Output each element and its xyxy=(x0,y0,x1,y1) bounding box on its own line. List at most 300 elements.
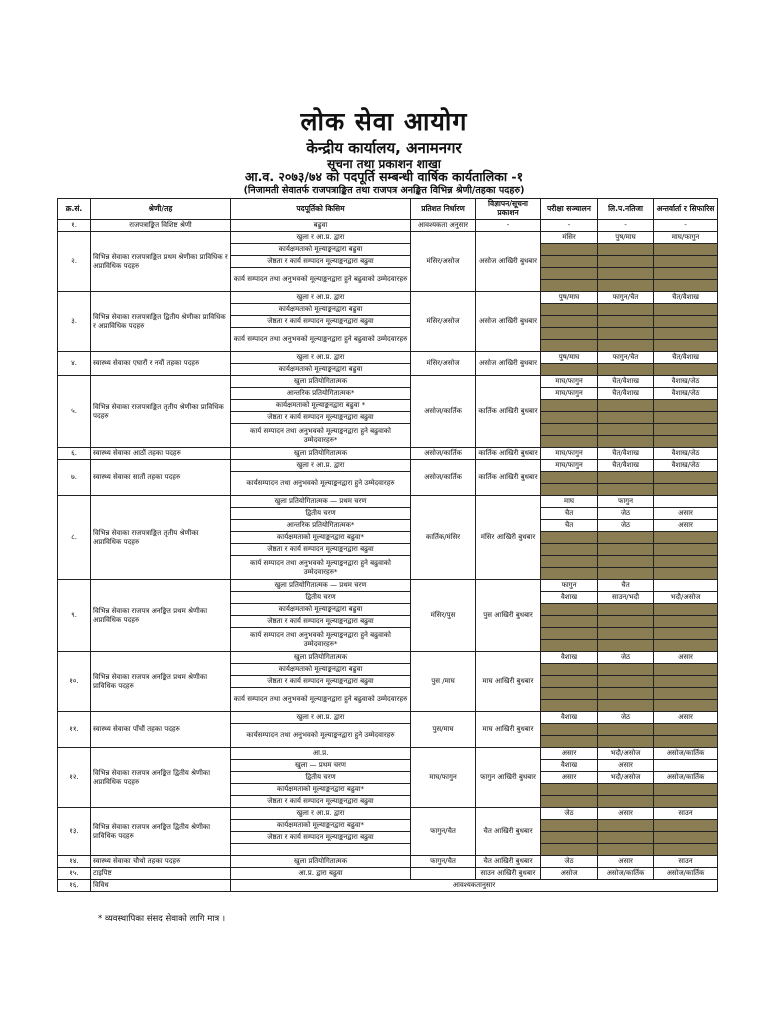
cell-level: विभिन्न सेवाका राजपत्र अनङ्कित द्वितीय श्रेणीका अप्राविधिक पदहरु xyxy=(91,748,231,808)
cell-written: पुष/माघ xyxy=(598,232,654,244)
shaded-cell xyxy=(598,736,654,748)
cell-sn: १२. xyxy=(58,748,91,808)
cell-level: विभिन्न सेवाका राजपत्राङ्कित तृतीय श्रेणीका अप्राविधिक पदहरु xyxy=(91,496,231,580)
cell-interview: असार xyxy=(654,508,718,520)
cell-notice: माघ आखिरी बुधबार xyxy=(476,712,541,748)
shaded-cell xyxy=(541,640,598,652)
cell-percent: फागुन/चैत xyxy=(411,856,476,868)
cell-written: असोज/कार्तिक xyxy=(598,868,654,880)
cell-sn: ४. xyxy=(58,352,91,376)
cell-written: भदौ/असोज xyxy=(598,748,654,760)
shaded-cell xyxy=(654,256,718,268)
cell-interview: असार xyxy=(654,520,718,532)
cell-type: कार्य सम्पादन तथा अनुभवको मूल्याङ्कनद्वारा हुने बढुवाको उम्मेदवारहरु xyxy=(231,328,411,352)
cell-exam: माघ xyxy=(541,496,598,508)
cell-exam: माघ/फागुन xyxy=(541,388,598,400)
cell-level: टाइपिष्ट xyxy=(91,868,231,880)
col-type: पदपूर्तिको किसिम xyxy=(231,199,411,220)
shaded-cell xyxy=(598,604,654,616)
shaded-cell xyxy=(541,736,598,748)
cell-interview: असोज/कार्तिक xyxy=(654,772,718,784)
shaded-cell xyxy=(598,268,654,280)
shaded-cell xyxy=(598,676,654,688)
shaded-cell xyxy=(654,628,718,640)
cell-written: - xyxy=(598,220,654,232)
cell-type: जेष्ठता र कार्य सम्पादन मूल्याङ्कनद्वारा बढुवा xyxy=(231,412,411,424)
shaded-cell xyxy=(541,616,598,628)
cell-level: विभिन्न सेवाका राजपत्र अनङ्कित प्रथम श्रेणीका अप्राविधिक पदहरु xyxy=(91,580,231,652)
cell-percent: पुस /माघ xyxy=(411,652,476,712)
col-level: श्रेणी/तह xyxy=(91,199,231,220)
cell-type: खुला र आ.प्र. द्वारा xyxy=(231,460,411,472)
table-row xyxy=(58,352,718,364)
cell-written: जेठ xyxy=(598,712,654,724)
shaded-cell xyxy=(541,412,598,424)
shaded-cell xyxy=(541,532,598,544)
cell-type: आ.प्र. xyxy=(231,748,411,760)
table-row xyxy=(58,496,718,508)
cell-sn: १६. xyxy=(58,880,91,892)
shaded-cell xyxy=(598,568,654,580)
shaded-cell xyxy=(654,832,718,844)
cell-level: विभिन्न सेवाका राजपत्र अनङ्कित द्वितीय श्रेणीका प्राविधिक पदहरु xyxy=(91,808,231,856)
shaded-cell xyxy=(654,280,718,292)
shaded-cell xyxy=(654,400,718,412)
shaded-cell xyxy=(541,472,598,484)
cell-level: विविध xyxy=(91,880,231,892)
cell-notice: मंसिर आखिरी बुधबार xyxy=(476,496,541,580)
shaded-cell xyxy=(598,328,654,340)
cell-notice: साउन आखिरी बुधबार xyxy=(476,868,541,880)
cell-percent: कार्तिक/मंसिर xyxy=(411,496,476,580)
cell-level: स्वास्थ्य सेवाका सातौं तहका पदहरु xyxy=(91,460,231,496)
table-row xyxy=(58,712,718,724)
cell-type: द्वितीय चरण xyxy=(231,508,411,520)
cell-type: कार्य सम्पादन तथा अनुभवको मूल्याङ्कनद्वारा हुने बढुवाको उम्मेदवारहरु* xyxy=(231,424,411,448)
shaded-cell xyxy=(541,724,598,736)
table-row xyxy=(58,376,718,388)
schedule-title: आ.व. २०७३/७४ को पदपूर्ति सम्बन्धी वार्षिक कार्यतालिका -१ xyxy=(244,169,524,184)
table-row xyxy=(58,808,718,820)
shaded-cell xyxy=(598,340,654,352)
cell-written: फागुन/चैत xyxy=(598,292,654,304)
shaded-cell xyxy=(541,664,598,676)
cell-type: जेष्ठता र कार्य सम्पादन मूल्याङ्कनद्वारा बढुवा xyxy=(231,316,411,328)
cell-written: चैत/वैशाख xyxy=(598,460,654,472)
cell-open: खुला xyxy=(295,761,308,770)
shaded-cell xyxy=(541,316,598,328)
shaded-cell xyxy=(598,796,654,808)
cell-interview xyxy=(654,580,718,592)
cell-exam: चैत xyxy=(541,508,598,520)
cell-percent xyxy=(411,868,476,880)
shaded-cell xyxy=(654,664,718,676)
cell-sn: ६. xyxy=(58,448,91,460)
shaded-cell xyxy=(541,820,598,832)
cell-sn: ११. xyxy=(58,712,91,748)
shaded-cell xyxy=(654,616,718,628)
cell-type: द्वितीय चरण xyxy=(231,772,411,784)
cell-type: कार्यक्षमताको मूल्याङ्कनद्वारा बढुवा * xyxy=(231,400,411,412)
table-row xyxy=(58,652,718,664)
cell-type: कार्यक्षमताको मूल्याङ्कनद्वारा बढुवा* xyxy=(231,820,411,832)
table-row xyxy=(58,880,718,892)
shaded-cell xyxy=(541,400,598,412)
cell-type: आन्तरिक प्रतियोगितात्मक* xyxy=(231,520,411,532)
shaded-cell xyxy=(541,796,598,808)
shaded-cell xyxy=(654,844,718,856)
cell-interview: वैशाख/जेठ xyxy=(654,460,718,472)
cell-notice: असोज आखिरी बुधबार xyxy=(476,292,541,352)
cell-exam: असार xyxy=(541,772,598,784)
cell-type: खुला र आ.प्र. द्वारा xyxy=(231,712,411,724)
cell-level: विभिन्न सेवाका राजपत्राङ्कित प्रथम श्रेणीका प्राविधिक र अप्राविधिक पदहरु xyxy=(91,232,231,292)
shaded-cell xyxy=(598,412,654,424)
shaded-cell xyxy=(541,544,598,556)
cell-level: स्वास्थ्य सेवाका चौथो तहका पदहरु xyxy=(91,856,231,868)
cell-type: कार्य सम्पादन तथा अनुभवको मूल्याङ्कनद्वारा हुने बढुवाको उम्मेदवारहरु xyxy=(231,688,411,712)
cell-written: साउन/भदौ xyxy=(598,592,654,604)
table-row xyxy=(58,460,718,472)
cell-type: कार्यक्षमताको मूल्याङ्कनद्वारा बढुवा xyxy=(231,364,411,376)
cell-interview: साउन xyxy=(654,856,718,868)
cell-type: कार्य सम्पादन तथा अनुभवको मूल्याङ्कनद्वारा हुने बढुवाको उम्मेदवारहरु xyxy=(231,268,411,292)
table-row xyxy=(58,748,718,760)
shaded-cell xyxy=(598,556,654,568)
shaded-cell xyxy=(598,304,654,316)
cell-written: फागुन/चैत xyxy=(598,352,654,364)
cell-notice: माघ आखिरी बुधबार xyxy=(476,652,541,712)
shaded-cell xyxy=(654,640,718,652)
col-sn: क्र.सं. xyxy=(58,199,91,220)
cell-sn: ७. xyxy=(58,460,91,496)
cell-interview: भदौ/असोज xyxy=(654,592,718,604)
shaded-cell xyxy=(541,556,598,568)
shaded-cell xyxy=(598,688,654,700)
table-row xyxy=(58,292,718,304)
shaded-cell xyxy=(598,280,654,292)
cell-sn: १३. xyxy=(58,808,91,856)
cell-type: जेष्ठता र कार्य सम्पादन मूल्याङ्कनद्वारा बढुवा xyxy=(231,616,411,628)
cell-written: जेठ xyxy=(598,508,654,520)
cell-type: आ.प्र. द्वारा बढुवा xyxy=(231,868,411,880)
cell-interview: वैशाख/जेठ xyxy=(654,448,718,460)
shaded-cell xyxy=(654,724,718,736)
cell-exam: - xyxy=(541,220,598,232)
cell-interview: असार xyxy=(654,712,718,724)
cell-written: असार xyxy=(598,760,654,772)
shaded-cell xyxy=(654,556,718,568)
cell-written: चैत/वैशाख xyxy=(598,388,654,400)
shaded-cell xyxy=(598,484,654,496)
shaded-cell xyxy=(598,364,654,376)
shaded-cell xyxy=(654,784,718,796)
cell-interview: वैशाख/जेठ xyxy=(654,376,718,388)
shaded-cell xyxy=(598,400,654,412)
shaded-cell xyxy=(654,544,718,556)
shaded-cell xyxy=(541,304,598,316)
shaded-cell xyxy=(598,664,654,676)
shaded-cell xyxy=(654,604,718,616)
cell-notice: चैत आखिरी बुधबार xyxy=(476,856,541,868)
cell-percent: फागुन/चैत xyxy=(411,808,476,856)
cell-sn: ५. xyxy=(58,376,91,448)
cell-type: कार्यक्षमताको मूल्याङ्कनद्वारा बढुवा xyxy=(231,244,411,256)
shaded-cell xyxy=(541,844,598,856)
cell-level: स्वास्थ्य सेवाका आठौं तहका पदहरु xyxy=(91,448,231,460)
schedule-subtitle: (निजामती सेवातर्फ राजपत्राङ्कित तथा राजपत्र अनङ्कित विभिन्न श्रेणी/तहका पदहरु) xyxy=(243,185,525,196)
cell-exam: फागुन xyxy=(541,580,598,592)
cell-type: खुला र आ.प्र. द्वारा xyxy=(231,232,411,244)
cell-type: कार्यसम्पादन तथा अनुभवको मूल्याङ्कनद्वारा हुने उम्मेदवारहरु xyxy=(231,472,411,496)
cell-type: खुला प्रतियोगितात्मक — प्रथम चरण xyxy=(231,580,411,592)
cell-exam: वैशाख xyxy=(541,592,598,604)
cell-notice: असोज आखिरी बुधबार xyxy=(476,232,541,292)
shaded-cell xyxy=(541,424,598,436)
shaded-cell xyxy=(541,604,598,616)
shaded-cell xyxy=(541,784,598,796)
cell-percent: मंसिर/पुस xyxy=(411,580,476,652)
commission-title: लोक सेवा आयोग xyxy=(300,107,468,136)
shaded-cell xyxy=(654,532,718,544)
cell-type: कार्य सम्पादन तथा अनुभवको मूल्याङ्कनद्वारा हुने बढुवाको उम्मेदवारहरु* xyxy=(231,628,411,652)
cell-type: जेष्ठता र कार्य सम्पादन मूल्याङ्कनद्वारा बढुवा xyxy=(231,676,411,688)
cell-percent: माघ/फागुन xyxy=(411,748,476,808)
shaded-cell xyxy=(598,316,654,328)
cell-interview: चैत/वैशाख xyxy=(654,292,718,304)
shaded-cell xyxy=(654,688,718,700)
col-exam: परीक्षा सञ्चालन xyxy=(541,199,598,220)
cell-exam: पुष/माघ xyxy=(541,352,598,364)
cell-written: जेठ xyxy=(598,520,654,532)
cell-type: खुला र आ.प्र. द्वारा xyxy=(231,292,411,304)
cell-type: कार्य सम्पादन तथा अनुभवको मूल्याङ्कनद्वारा हुने बढुवाको उम्मेदवारहरु* xyxy=(231,556,411,580)
cell-level: विभिन्न सेवाका राजपत्र अनङ्कित प्रथम श्रेणीका प्राविधिक पदहरु xyxy=(91,652,231,712)
cell-type: कार्यक्षमताको मूल्याङ्कनद्वारा बढुवा* xyxy=(231,784,411,796)
cell-span: आवश्यकतानुसार xyxy=(231,880,718,892)
cell-written: भदौ/असोज xyxy=(598,772,654,784)
shaded-cell xyxy=(654,736,718,748)
cell-type: खुला प्रतियोगितात्मक xyxy=(231,652,411,664)
shaded-cell xyxy=(541,256,598,268)
shaded-cell xyxy=(541,436,598,448)
cell-type: जेष्ठता र कार्य सम्पादन मूल्याङ्कनद्वारा बढुवा xyxy=(231,544,411,556)
cell-interview: असोज/कार्तिक xyxy=(654,868,718,880)
col-written: लि.प.नतिजा xyxy=(598,199,654,220)
cell-type: जेष्ठता र कार्य सम्पादन मूल्याङ्कनद्वारा बढुवा xyxy=(231,796,411,808)
cell-interview: - xyxy=(654,220,718,232)
cell-type: खुला प्रतियोगितात्मक xyxy=(231,856,411,868)
shaded-cell xyxy=(598,472,654,484)
cell-level: राजपत्राङ्कित विशिष्ट श्रेणी xyxy=(91,220,231,232)
shaded-cell xyxy=(541,688,598,700)
cell-exam: माघ/फागुन xyxy=(541,448,598,460)
cell-notice: कार्तिक आखिरी बुधबार xyxy=(476,448,541,460)
cell-type: खुला प्रतियोगितात्मक xyxy=(231,448,411,460)
cell-exam: चैत xyxy=(541,520,598,532)
shaded-cell xyxy=(654,328,718,340)
cell-exam: जेठ xyxy=(541,856,598,868)
cell-type: जेष्ठता र कार्य सम्पादन मूल्याङ्कनद्वारा बढुवा xyxy=(231,256,411,268)
cell-interview: साउन xyxy=(654,808,718,820)
cell-type: कार्यक्षमताको मूल्याङ्कनद्वारा बढुवा xyxy=(231,604,411,616)
cell-written: चैत/वैशाख xyxy=(598,376,654,388)
shaded-cell xyxy=(598,820,654,832)
shaded-cell xyxy=(654,796,718,808)
cell-type xyxy=(231,844,411,856)
shaded-cell xyxy=(541,568,598,580)
cell-notice: - xyxy=(476,220,541,232)
cell-interview xyxy=(654,760,718,772)
shaded-cell xyxy=(541,628,598,640)
cell-type: खुला र आ.प्र. द्वारा xyxy=(231,808,411,820)
cell-written: चैत/वैशाख xyxy=(598,448,654,460)
cell-type: द्वितीय चरण xyxy=(231,592,411,604)
branch-name: सूचना तथा प्रकाशन शाखा xyxy=(327,157,441,171)
cell-sn: १. xyxy=(58,220,91,232)
shaded-cell xyxy=(654,700,718,712)
cell-type: आन्तरिक प्रतियोगितात्मक* xyxy=(231,388,411,400)
cell-open: खुला प्रतियोगितात्मक xyxy=(274,581,328,590)
cell-sn: ८. xyxy=(58,496,91,580)
shaded-cell xyxy=(541,700,598,712)
cell-written: असार xyxy=(598,808,654,820)
shaded-cell xyxy=(654,304,718,316)
shaded-cell xyxy=(654,436,718,448)
cell-type: कार्यक्षमताको मूल्याङ्कनद्वारा बढुवा xyxy=(231,664,411,676)
cell-sn: ३. xyxy=(58,292,91,352)
table-row xyxy=(58,232,718,244)
shaded-cell xyxy=(541,268,598,280)
cell-type: खुला — प्रथम चरण xyxy=(231,760,411,772)
cell-percent: असोज/कार्तिक xyxy=(411,460,476,496)
shaded-cell xyxy=(541,484,598,496)
cell-exam: असोज xyxy=(541,868,598,880)
cell-type: खुला र आ.प्र. द्वारा xyxy=(231,352,411,364)
cell-notice: कार्तिक आखिरी बुधबार xyxy=(476,460,541,496)
cell-written: असार xyxy=(598,856,654,868)
shaded-cell xyxy=(598,424,654,436)
cell-notice: चैत आखिरी बुधबार xyxy=(476,808,541,856)
cell-written: जेठ xyxy=(598,652,654,664)
cell-type: खुला प्रतियोगितात्मक — प्रथम चरण xyxy=(231,496,411,508)
shaded-cell xyxy=(598,832,654,844)
shaded-cell xyxy=(598,724,654,736)
cell-level: विभिन्न सेवाका राजपत्राङ्कित तृतीय श्रेणीका प्राविधिक पदहरु xyxy=(91,376,231,448)
shaded-cell xyxy=(598,436,654,448)
cell-exam: मंसिर xyxy=(541,232,598,244)
col-notice: विज्ञापन/सूचना प्रकाशन xyxy=(476,199,541,220)
shaded-cell xyxy=(541,244,598,256)
cell-notice: कार्तिक आखिरी बुधबार xyxy=(476,376,541,448)
cell-exam: वैशाख xyxy=(541,712,598,724)
cell-sn: १५. xyxy=(58,868,91,880)
shaded-cell xyxy=(598,844,654,856)
col-interview: अन्तर्वार्ता र सिफारिस xyxy=(654,199,718,220)
shaded-cell xyxy=(598,700,654,712)
shaded-cell xyxy=(654,472,718,484)
cell-level: स्वास्थ्य सेवाका एघारौं र नवौं तहका पदहरु xyxy=(91,352,231,376)
cell-exam: माघ/फागुन xyxy=(541,376,598,388)
cell-type: कार्यसम्पादन तथा अनुभवको मूल्याङ्कनद्वारा हुने उम्मेदवारहरु xyxy=(231,724,411,748)
cell-exam: असार xyxy=(541,748,598,760)
cell-sn: ९. xyxy=(58,580,91,652)
cell-type: खुला प्रतियोगितात्मक xyxy=(231,376,411,388)
shaded-cell xyxy=(541,364,598,376)
shaded-cell xyxy=(654,484,718,496)
col-percent: प्रतिशत निर्धारण xyxy=(411,199,476,220)
cell-percent: असोज/कार्तिक xyxy=(411,376,476,448)
cell-level: विभिन्न सेवाका राजपत्राङ्कित द्वितीय श्रेणीका प्राविधिक र अप्राविधिक पदहरु xyxy=(91,292,231,352)
cell-notice: पुस आखिरी बुधबार xyxy=(476,580,541,652)
shaded-cell xyxy=(598,532,654,544)
cell-percent: मंसिर/असोज xyxy=(411,292,476,352)
shaded-cell xyxy=(598,640,654,652)
shaded-cell xyxy=(654,424,718,436)
cell-written: फागुन xyxy=(598,496,654,508)
cell-interview: चैत/वैशाख xyxy=(654,352,718,364)
shaded-cell xyxy=(598,256,654,268)
shaded-cell xyxy=(598,784,654,796)
shaded-cell xyxy=(654,364,718,376)
shaded-cell xyxy=(541,340,598,352)
cell-sn: १४. xyxy=(58,856,91,868)
cell-exam: वैशाख xyxy=(541,652,598,664)
table-row xyxy=(58,220,718,232)
table-row xyxy=(58,580,718,592)
cell-phase: प्रथम चरण xyxy=(339,581,367,590)
cell-type: कार्यक्षमताको मूल्याङ्कनद्वारा बढुवा* xyxy=(231,532,411,544)
cell-exam: जेठ xyxy=(541,808,598,820)
shaded-cell xyxy=(541,832,598,844)
cell-notice: असोज आखिरी बुधबार xyxy=(476,352,541,376)
cell-phase: प्रथम चरण xyxy=(318,761,346,770)
cell-exam: माघ/फागुन xyxy=(541,460,598,472)
shaded-cell xyxy=(598,244,654,256)
cell-interview: असोज/कार्तिक xyxy=(654,748,718,760)
shaded-cell xyxy=(654,244,718,256)
cell-exam: पुष/माघ xyxy=(541,292,598,304)
office-name: केन्द्रीय कार्यालय, अनामनगर xyxy=(306,139,462,157)
shaded-cell xyxy=(654,568,718,580)
cell-type: बढुवा xyxy=(231,220,411,232)
cell-percent: पुस/माघ xyxy=(411,712,476,748)
cell-interview: वैशाख/जेठ xyxy=(654,388,718,400)
cell-percent: मंसिर/असोज xyxy=(411,232,476,292)
cell-percent: असोज/कार्तिक xyxy=(411,448,476,460)
shaded-cell xyxy=(598,628,654,640)
cell-interview: असार xyxy=(654,652,718,664)
shaded-cell xyxy=(654,268,718,280)
cell-exam: वैशाख xyxy=(541,760,598,772)
cell-percent: मंसिर/असोज xyxy=(411,352,476,376)
shaded-cell xyxy=(654,820,718,832)
cell-level: स्वास्थ्य सेवाका पाँचौं तहका पदहरु xyxy=(91,712,231,748)
cell-interview xyxy=(654,496,718,508)
shaded-cell xyxy=(598,544,654,556)
shaded-cell xyxy=(654,676,718,688)
cell-interview: माघ/फागुन xyxy=(654,232,718,244)
cell-type: जेष्ठता र कार्य सम्पादन मूल्याङ्कनद्वारा बढुवा xyxy=(231,832,411,844)
shaded-cell xyxy=(654,412,718,424)
shaded-cell xyxy=(541,328,598,340)
shaded-cell xyxy=(541,676,598,688)
cell-type: कार्यक्षमताको मूल्याङ्कनद्वारा बढुवा xyxy=(231,304,411,316)
shaded-cell xyxy=(541,280,598,292)
cell-phase: प्रथम चरण xyxy=(339,497,367,506)
shaded-cell xyxy=(654,316,718,328)
cell-open: खुला प्रतियोगितात्मक xyxy=(274,497,328,506)
